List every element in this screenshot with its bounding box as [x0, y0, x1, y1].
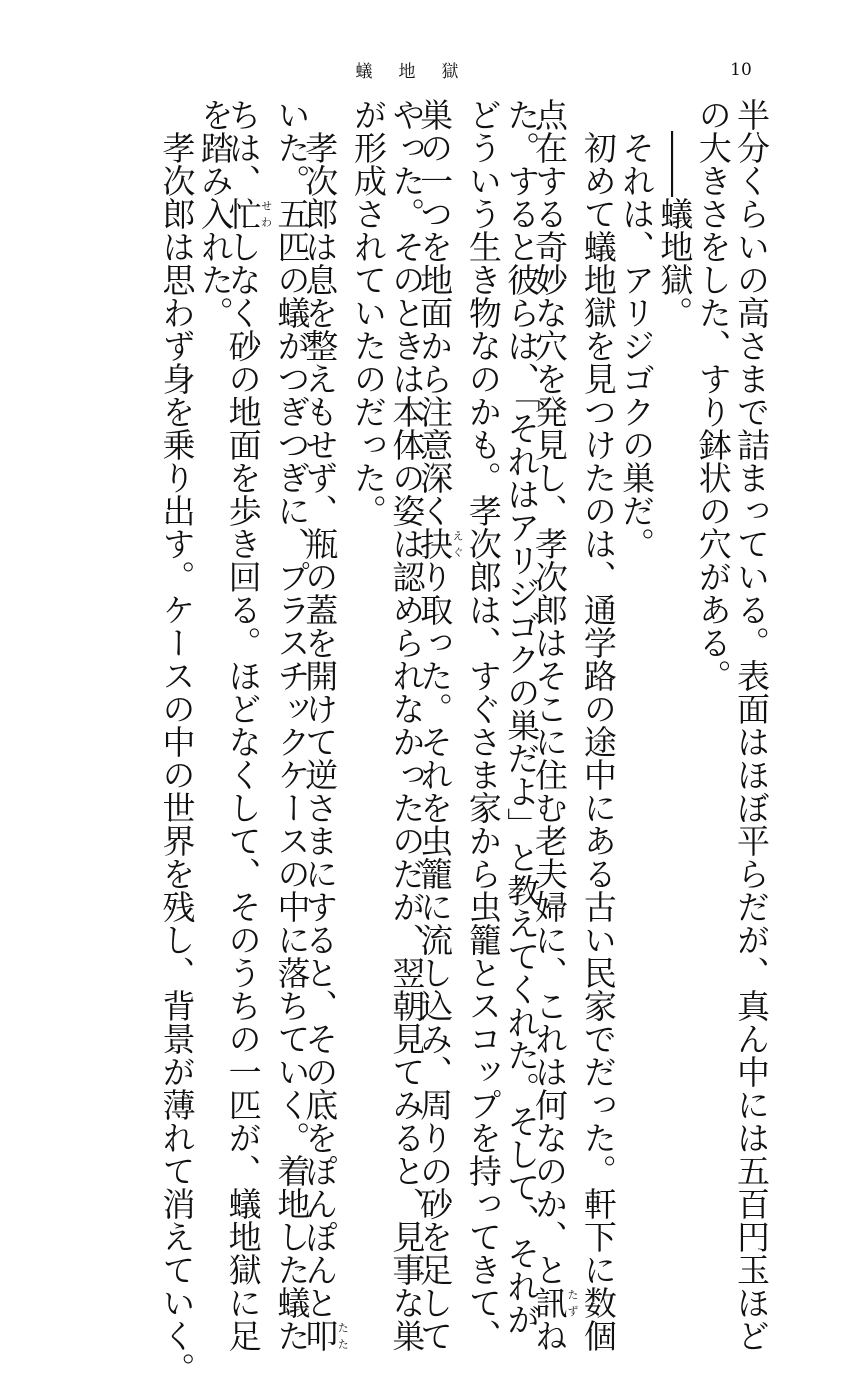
text-line: ――蟻地獄。 — [655, 131, 695, 329]
text-line: 巣の一つを地面から注意深く抉えぐり取った。それを虫籠に流し込み、周りの砂を足して — [415, 98, 465, 1352]
text-line: が形成されていたのだった。 — [349, 98, 389, 527]
text-line: 半分くらいの高さまで詰まっている。表面はほぼ平らだが、真ん中には五百円玉ほど — [732, 98, 771, 1352]
furigana: 訊たず — [530, 1286, 580, 1319]
text-line: の大きさをした、すり鉢状の穴がある。 — [693, 98, 733, 692]
furigana: 忙せわ — [223, 197, 273, 230]
page-number: 10 — [730, 60, 752, 80]
text-line: 孝次郎は思わず身を乗り出す。ケースの中の世界を残し、背景が薄れて消えていく。 — [157, 131, 197, 1385]
text-line: それは、アリジゴクの巣だ。 — [617, 131, 657, 560]
furigana: 叩たた — [300, 1319, 350, 1352]
vertical-body-text — [80, 98, 771, 1385]
text-line: やった。そのときは本体の姿は認められなかったのだが、翌朝見てみると、見事な巣 — [387, 98, 427, 1352]
text-line: を踏み入れた。 — [195, 98, 235, 329]
text-line: 点在する奇妙な穴を発見し、孝次郎はそこに住む老夫婦に、これは何なのか、と訊たずね — [530, 98, 580, 1352]
running-header-title: 蟻地獄 — [355, 62, 485, 82]
text-line: 孝次郎は息を整えもせず、瓶の蓋を開けて逆さまにすると、その底をぽんぽんと叩たた — [300, 131, 350, 1352]
text-line: どういう生き物なのかも。孝次郎は、すぐさま家から虫籠とスコップを持ってきて、 — [463, 98, 503, 1352]
text-line: た。すると彼らは、「それはアリジゴクの巣だよ」と教えてくれた。そして、それが — [502, 98, 542, 1336]
text-line: いた。五匹の蟻がつぎつぎに、プラスチックケースの中に落ちていく。着地した蟻た — [272, 98, 312, 1352]
furigana: 抉えぐ — [415, 527, 465, 560]
text-line: 初めて蟻地獄を見つけたのは、通学路の途中にある古い民家でだった。軒下に数個 — [578, 131, 618, 1352]
text-line: ちは、忙せわしなく砂の地面を歩き回る。ほどなくして、そのうちの一匹が、蟻地獄に足 — [223, 98, 273, 1352]
